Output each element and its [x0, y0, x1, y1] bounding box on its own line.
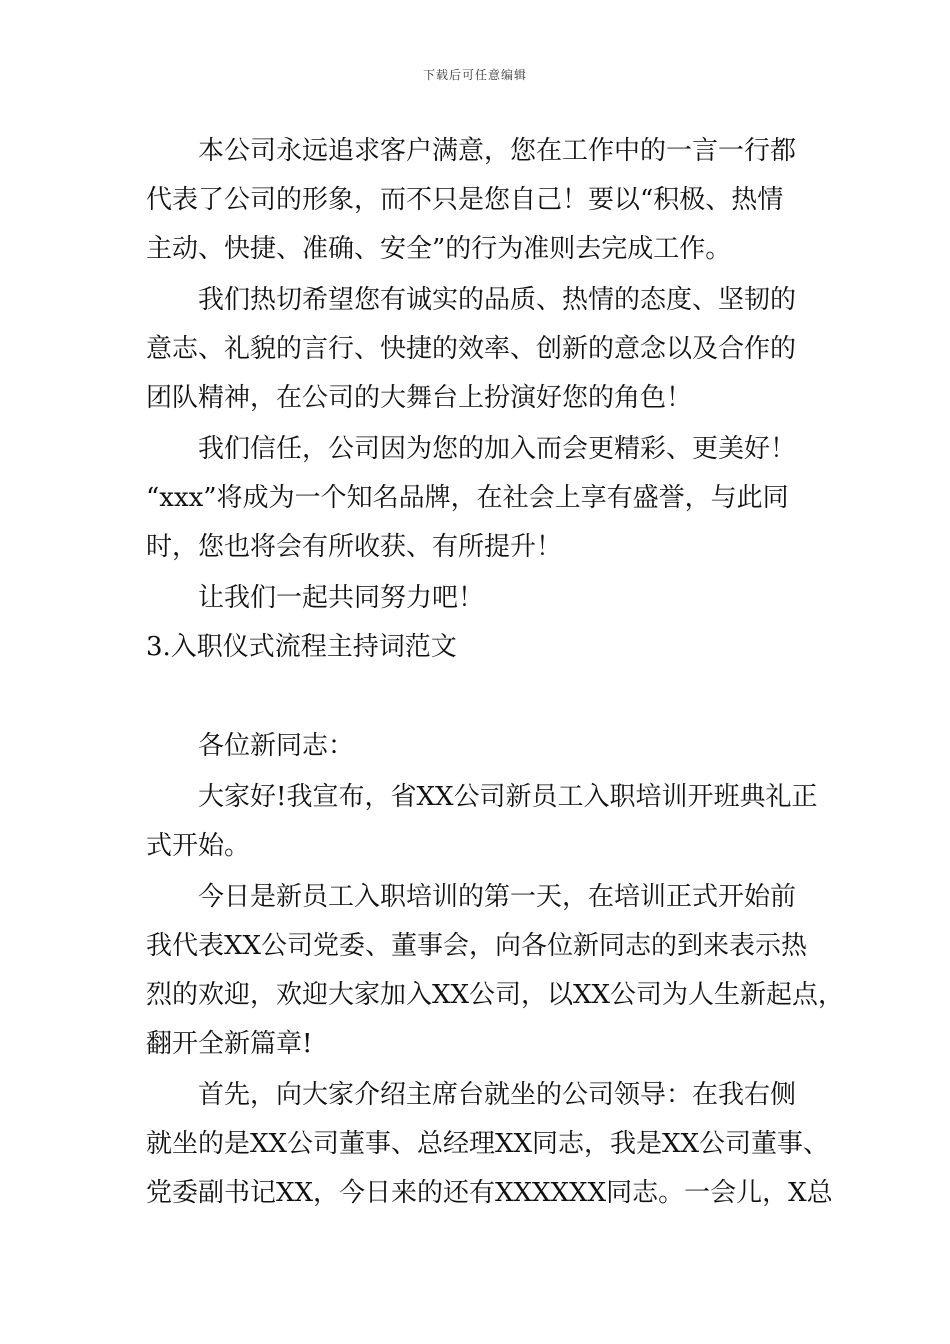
paragraph-line: 就坐的是XX公司董事、总经理XX同志，我是XX公司董事、 [146, 1129, 830, 1159]
paragraph-line: 代表了公司的形象，而不只是您自己！要以“积极、热情 [146, 185, 784, 215]
paragraph-line: “xxx”将成为一个知名品牌，在社会上享有盛誉，与此同 [146, 483, 789, 513]
paragraph-line: 我代表XX公司党委、董事会，向各位新同志的到来表示热 [146, 931, 808, 961]
paragraph-line: 烈的欢迎，欢迎大家加入XX公司，以XX公司为人生新起点， [146, 980, 845, 1010]
paragraph-line: 我们热切希望您有诚实的品质、热情的态度、坚韧的 [198, 285, 797, 315]
section-heading: 3.入职仪式流程主持词范文 [146, 632, 457, 662]
paragraph-line: 首先，向大家介绍主席台就坐的公司领导：在我右侧 [198, 1080, 797, 1110]
paragraph-line: 意志、礼貌的言行、快捷的效率、创新的意念以及合作的 [146, 334, 797, 364]
paragraph-line: 让我们一起共同努力吧！ [198, 583, 485, 613]
paragraph-line: 本公司永远追求客户满意，您在工作中的一言一行都 [198, 136, 797, 166]
paragraph-line: 主动、快捷、准确、安全”的行为准则去完成工作。 [146, 234, 732, 264]
page-header: 下载后可任意编辑 [422, 68, 527, 82]
paragraph-line: 团队精神，在公司的大舞台上扮演好您的角色！ [146, 383, 693, 413]
paragraph-line: 式开始。 [146, 831, 251, 861]
paragraph-line: 大家好!我宣布，省XX公司新员工入职培训开班典礼正 [198, 782, 818, 812]
paragraph-line: 翻开全新篇章! [146, 1029, 313, 1059]
paragraph-line: 时，您也将会有所收获、有所提升！ [146, 532, 563, 562]
salutation: 各位新同志： [198, 731, 355, 761]
paragraph-line: 今日是新员工入职培训的第一天，在培训正式开始前 [198, 882, 797, 912]
paragraph-line: 我们信任，公司因为您的加入而会更精彩、更美好！ [198, 434, 797, 464]
paragraph-line: 党委副书记XX，今日来的还有XXXXXX同志。一会儿，X总 [146, 1178, 833, 1208]
